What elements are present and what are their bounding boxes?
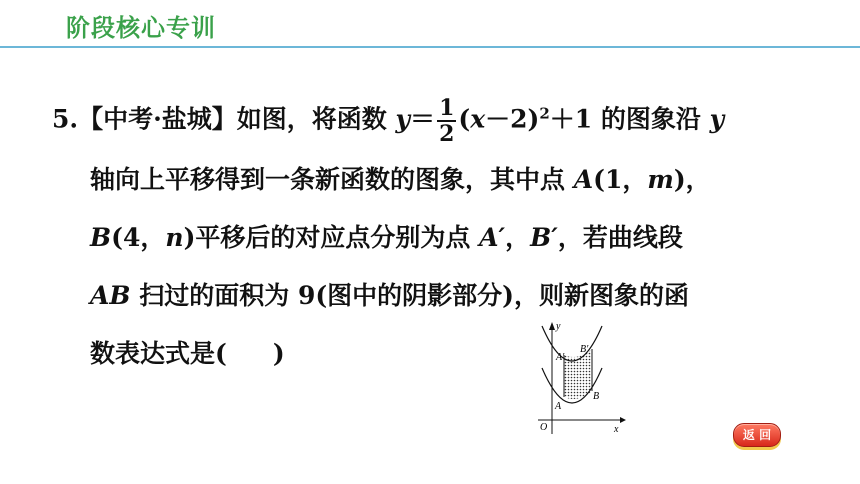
label-B-prime: B′	[580, 344, 589, 355]
problem-line-1	[52, 96, 724, 146]
line5-text: 数表达式是(	[90, 339, 227, 368]
var-y-axis: y	[709, 104, 725, 134]
line2-text: 轴向上平移得到一条新函数的图象，其中点	[90, 165, 574, 194]
fraction-numerator: 1	[439, 95, 455, 121]
problem-line-3	[90, 218, 683, 254]
line3-tail: ，若曲线段	[557, 223, 683, 252]
var-y: y	[395, 104, 411, 134]
fraction-denominator: 2	[439, 121, 455, 148]
header-divider	[0, 46, 860, 48]
problem-intro: 5.【中考·盐城】如图，将函数	[52, 104, 396, 134]
parabola-graph	[528, 316, 632, 438]
y-axis-arrow	[549, 322, 555, 330]
label-origin: O	[540, 422, 548, 433]
point-B-prime: B′	[530, 223, 558, 252]
segment-AB: AB	[90, 281, 131, 310]
shaded-region	[564, 349, 592, 399]
line5-close: )	[272, 339, 285, 368]
problem-line-5	[90, 334, 285, 370]
exponent: 2	[539, 104, 550, 123]
problem-line-2	[90, 160, 711, 196]
label-x-axis: x	[614, 424, 619, 435]
line4-text: 扫过的面积为 9(图中的阴影部分)，则新图象的函	[130, 281, 689, 310]
x-axis-arrow	[620, 417, 626, 423]
point-A-prime: A′	[479, 223, 506, 252]
expr-middle: －2)	[485, 104, 540, 134]
var-n: n	[165, 223, 184, 252]
var-x: x	[470, 104, 486, 134]
coord-A-close: )，	[673, 165, 711, 194]
label-A: A	[555, 401, 562, 412]
paren-open: (	[458, 104, 471, 134]
var-m: m	[647, 165, 674, 194]
label-B: B	[593, 391, 600, 402]
coord-A-open: (1，	[593, 165, 648, 194]
problem-line-4	[90, 276, 689, 312]
expr-tail: ＋1 的图象沿	[549, 104, 710, 134]
fraction	[437, 96, 456, 146]
shifted-curve	[542, 326, 602, 361]
coord-B-open: (4，	[111, 223, 166, 252]
point-A: A	[573, 165, 594, 194]
separator: ，	[505, 223, 531, 252]
label-y-axis: y	[556, 321, 561, 332]
equals-sign: ＝	[410, 104, 436, 134]
section-title: 阶段核心专训	[66, 14, 216, 42]
label-A-prime: A′	[556, 352, 565, 363]
back-button[interactable]: 返 回	[733, 423, 781, 447]
point-B: B	[90, 223, 112, 252]
line3-text: )平移后的对应点分别为点	[183, 223, 480, 252]
